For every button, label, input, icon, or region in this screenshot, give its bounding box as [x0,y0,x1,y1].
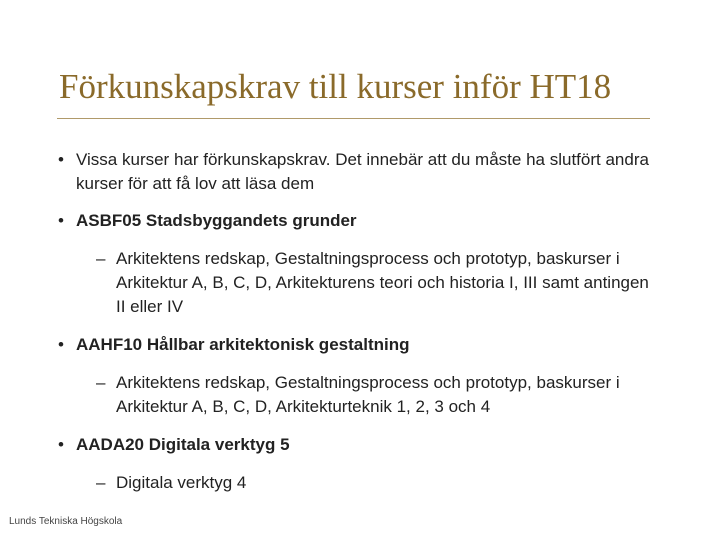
sub-bullet-text: Arkitektens redskap, Gestaltningsprocess och prototyp, baskurser i Arkitektur A, B, C, D, Arkitekturteknik 1, 2, 3 och 4 [116,373,620,416]
sub-bullet-marker: – [96,249,106,268]
slide-body [58,148,658,495]
sub-bullet-text: Arkitektens redskap, Gestaltningsprocess och prototyp, baskurser i Arkitektur A, B, C, D, Arkitekturens teori och historia I, III samt antingen II eller IV [116,249,649,316]
sub-bullet-aahf10 [58,371,658,419]
bullet-course-asbf05 [58,209,658,233]
sub-bullet-asbf05 [58,247,658,319]
sub-bullet-marker: – [96,473,106,492]
bullet-text: Vissa kurser har förkunskapskrav. Det innebär att du måste ha slutfört andra kurser för att få lov att läsa dem [76,150,649,193]
bullet-marker: • [58,435,64,454]
sub-bullet-text: Digitala verktyg 4 [116,473,247,492]
footer-institution: Lunds Tekniska Högskola [9,516,123,527]
sub-bullet-aada20 [58,471,658,495]
bullet-course-aada20 [58,433,658,457]
title-divider [57,118,650,119]
bullet-marker: • [58,211,64,230]
bullet-course-aahf10 [58,333,658,357]
bullet-intro [58,148,658,196]
bullet-text: AADA20 Digitala verktyg 5 [76,435,290,454]
slide-title: Förkunskapskrav till kurser inför HT18 [59,67,612,106]
bullet-marker: • [58,335,64,354]
bullet-text: ASBF05 Stadsbyggandets grunder [76,211,357,230]
bullet-text: AAHF10 Hållbar arkitektonisk gestaltning [76,335,410,354]
bullet-marker: • [58,150,64,169]
sub-bullet-marker: – [96,373,106,392]
